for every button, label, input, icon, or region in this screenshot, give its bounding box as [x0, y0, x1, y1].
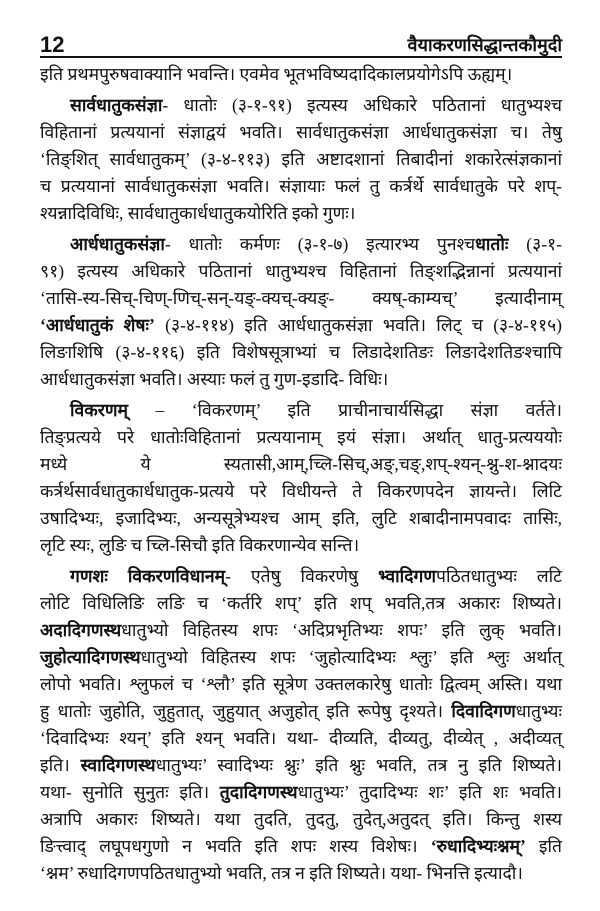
- paragraph: [40, 397, 562, 559]
- text-segment: धातुभ्यः’ तुदादिभ्यः शः’ इति शः भवति।: [297, 782, 563, 802]
- paragraph: [40, 61, 562, 88]
- text-line: [40, 563, 562, 590]
- text-segment: लोपो भवति। श्लुफलं च ‘श्लौ’ इति सूत्रेण उक्तलकारेषु धातोः द्वित्वम् अस्ति। यथा: [40, 674, 562, 694]
- text-segment: - धातोः कर्मणः (३-१-७) इत्यारभ्य पुनश्च: [164, 234, 476, 254]
- text-line: [40, 478, 562, 505]
- text-line: [40, 671, 562, 698]
- text-segment: धातुभ्यः: [515, 701, 562, 721]
- text-segment: - धातोः (३-१-९१) इत्यस्य अधिकारे पठितानां धातुभ्यश्च: [162, 95, 562, 115]
- text-segment: इति।: [40, 755, 81, 775]
- bold-term: भ्वादिगण: [378, 566, 436, 586]
- text-segment: ‘तिङ्शित् सार्वधातुकम्’ (३-४-११३) इति अष्टादशानां तिबादीनां शकारेत्संज्ञकानां: [40, 149, 562, 169]
- text-segment: धातुभ्यो विहितस्य शपः ‘अदिप्रभृतिभ्यः शपः’ इति लुक् भवति।: [121, 620, 562, 640]
- book-title: वैयाकरणसिद्धान्तकौमुदी: [407, 35, 562, 55]
- text-line: [40, 258, 562, 285]
- text-line: [40, 312, 562, 339]
- text-line: [40, 806, 562, 833]
- text-line: [40, 424, 562, 451]
- text-segment: इति प्रथमपुरुषवाक्यानि भवन्ति। एवमेव भूतभविष्यदादिकालप्रयोगेऽपि ऊह्यम्।: [40, 64, 513, 84]
- text-segment: आर्धधातुकसंज्ञा भवति। अस्याः फलं तु गुण-इडादि- विधिः।: [40, 369, 389, 389]
- text-line: [40, 725, 562, 752]
- text-segment: पठितधातुभ्यः लटि: [436, 566, 562, 586]
- bold-term: विकरणम्: [70, 400, 128, 420]
- text-segment: लृटि स्यः, लुङि च च्लि-सिचौ इति विकरणान्येव सन्ति।: [40, 535, 360, 555]
- text-line: [40, 173, 562, 200]
- text-line: [40, 752, 562, 779]
- text-line: [40, 366, 562, 393]
- bold-term: सार्वधातुकसंज्ञा: [70, 95, 163, 115]
- text-segment: (३-१-: [508, 234, 562, 254]
- text-line: [40, 61, 562, 88]
- bold-term: गणशः विकरणविधानम्: [70, 566, 226, 586]
- bold-term: तुदादिगणस्थ: [219, 782, 298, 802]
- text-line: [40, 146, 562, 173]
- text-segment: ‘दिवादिभ्यः श्यन्’ इति श्यन् भवति। यथा- दीव्यति, दीव्यतु, दीव्येत् , अदीव्यत्: [40, 728, 562, 748]
- text-segment: ङित्त्वाद् लघूपधगुणो न भवति इति शपः शस्य विशेषः।: [40, 836, 431, 856]
- text-segment: यथा- सुनोति सुनुतः इति।: [40, 782, 220, 802]
- text-segment: कर्त्रर्थसार्वधातुकार्धधातुक-प्रत्यये परे विधीयन्ते ते विकरणपदेन ज्ञायन्ते। लिटि: [40, 481, 562, 501]
- text-segment: लोटि विधिलिङि लङि च ‘कर्तरि शप्’ इति शप् भवति,तत्र अकारः शिष्यते।: [40, 593, 562, 613]
- text-segment: - एतेषु विकरणेषु: [225, 566, 379, 586]
- text-segment: ‘श्नम’ रुधादिगणपठितधातुभ्यो भवति, तत्र न इति शिष्यते। यथा- भिनत्ति इत्यादौ।: [40, 863, 523, 883]
- paragraph: [40, 92, 562, 227]
- bold-term: ‘रुधादिभ्यःश्नम्’: [430, 836, 526, 856]
- text-line: [40, 397, 562, 424]
- text-segment: हु धातोः जुहोति, जुहुतात्, जुहुयात् अजुहोत् इति रूपेषु दृश्यते।: [40, 701, 452, 721]
- text-segment: मध्ये ये स्यतासी,आम्,च्लि-सिच्,अङ्,चङ्,शप्-श्यन्-श्नु-श-श्नादयः: [40, 454, 562, 474]
- text-segment: अत्रापि अकारः शिष्यते। यथा तुदति, तुदतु, तुदेत्,अतुदत् इति। किन्तु शस्य: [40, 809, 562, 829]
- text-line: [40, 200, 562, 227]
- text-line: [40, 92, 562, 119]
- text-line: [40, 505, 562, 532]
- text-line: [40, 860, 562, 887]
- text-segment: ९१) इत्यस्य अधिकारे पठितानां धातुभ्यश्च विहितानां तिङ्शद्भिन्नानां प्रत्ययानां: [40, 261, 562, 281]
- bold-term: धातोः: [475, 234, 509, 254]
- text-segment: लिङाशिषि (३-४-११६) इति विशेषसूत्राभ्यां च लिडादेशतिङः लिङादेशतिङश्चापि: [40, 342, 562, 362]
- text-segment: श्यन्नादिविधिः, सार्वधातुकार्धधातुकयोरिति इको गुणः।: [40, 203, 356, 223]
- bold-term: जुहोत्यादिगणस्थ: [40, 647, 141, 667]
- text-line: [40, 119, 562, 146]
- paragraph: [40, 231, 562, 393]
- page-body: [40, 61, 562, 887]
- text-line: [40, 617, 562, 644]
- text-line: [40, 285, 562, 312]
- page-number: 12: [40, 32, 65, 57]
- text-line: [40, 231, 562, 258]
- text-segment: तिङ्प्रत्यये परे धातोःविहितानां प्रत्ययानाम् इयं संज्ञा। अर्थात् धातु-प्रत्यययोः: [40, 427, 562, 447]
- bold-term: दिवादिगण: [451, 701, 516, 721]
- text-line: [40, 779, 562, 806]
- text-segment: ‘तासि-स्य-सिच्-चिण्-णिच्-सन्-यङ्-क्यच्-क्यङ्- क्यष्-काम्यच्’ इत्यादीनाम्: [40, 288, 562, 308]
- text-line: [40, 698, 562, 725]
- page-header: [40, 30, 562, 58]
- text-line: [40, 833, 562, 860]
- bold-term: अदादिगणस्थ: [40, 620, 122, 640]
- text-segment: – ‘विकरणम्’ इति प्राचीनाचार्यसिद्धा संज्ञा वर्तते।: [127, 400, 562, 420]
- text-segment: (३-४-११४) इति आर्धधातुकसंज्ञा भवति। लिट् च (३-४-११५): [154, 315, 563, 335]
- text-segment: धातुभ्यः’ स्वादिभ्यः श्नुः’ इति श्नुः भवति, तत्र नु इति शिष्यते।: [155, 755, 562, 775]
- text-segment: विहितानां प्रत्ययानां संज्ञाद्वयं भवति। सार्वधातुकसंज्ञा आर्धधातुकसंज्ञा च। तेषु: [40, 122, 562, 142]
- paragraph: [40, 563, 562, 887]
- text-line: [40, 590, 562, 617]
- text-line: [40, 339, 562, 366]
- text-segment: च प्रत्ययानां सार्वधातुकसंज्ञा भवति। संज्ञायाः फलं तु कर्त्रर्थे सार्वधातुके परे शप्-: [40, 176, 562, 196]
- text-segment: उषादिभ्यः, इजादिभ्यः, अन्यसूत्रेभ्यश्च आम् इति, लुटि शबादीनामपवादः तासिः,: [40, 508, 562, 528]
- text-line: [40, 644, 562, 671]
- bold-term: स्वादिगणस्थ: [80, 755, 156, 775]
- bold-term: ‘आर्धधातुकं शेषः’: [40, 315, 155, 335]
- text-segment: इति: [525, 836, 562, 856]
- text-line: [40, 532, 562, 559]
- text-segment: धातुभ्यो विहितस्य शपः ‘जुहोत्यादिभ्यः श्लुः’ इति श्लुः अर्थात्: [140, 647, 562, 667]
- text-line: [40, 451, 562, 478]
- bold-term: आर्धधातुकसंज्ञा: [70, 234, 165, 254]
